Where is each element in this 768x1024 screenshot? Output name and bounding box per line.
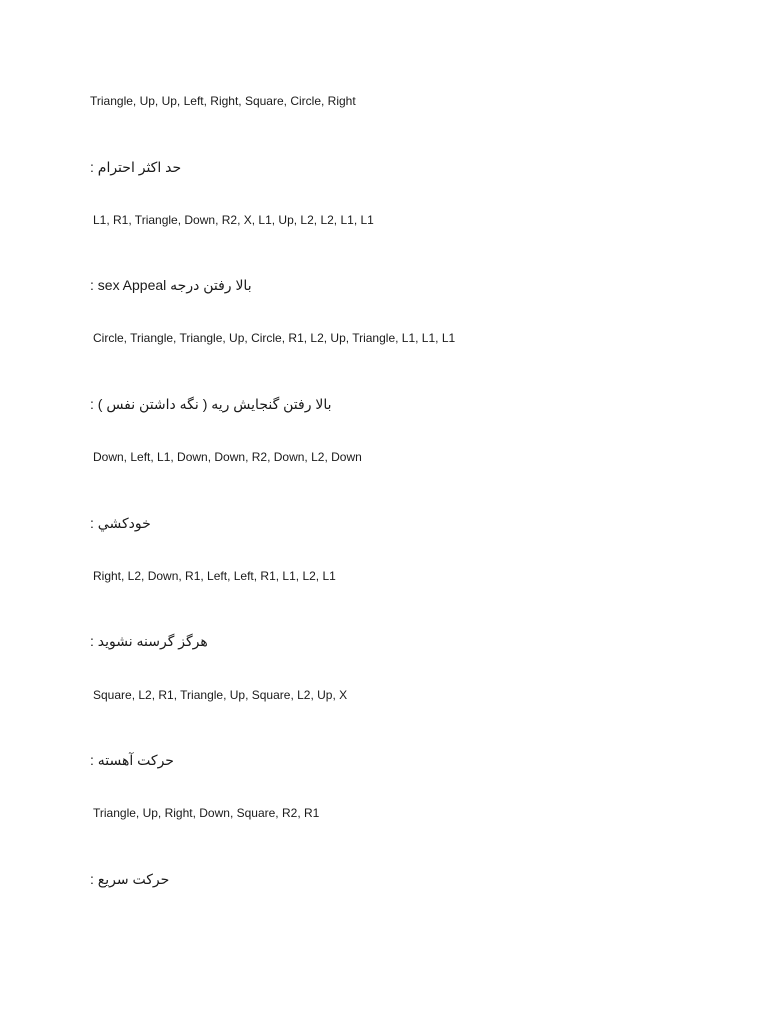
cheat-heading <box>90 516 151 530</box>
cheat-heading-text: بالا رفتن درجه sex Appeal : <box>90 277 252 293</box>
cheat-code-line: Right, L2, Down, R1, Left, Left, R1, L1, L2, L1 <box>93 569 336 583</box>
cheat-heading-text: بالا رفتن گنجايش ريه ( نگه داشتن نفس ) : <box>90 396 332 412</box>
cheat-heading <box>90 278 252 292</box>
cheat-heading <box>90 872 169 886</box>
cheat-heading-text: حرکت آهسته : <box>90 752 174 768</box>
cheat-heading <box>90 634 208 648</box>
cheat-heading-text: حرکت سريع : <box>90 871 170 887</box>
cheat-code-line: Triangle, Up, Up, Left, Right, Square, Circle, Right <box>90 94 356 108</box>
cheat-heading-text: خودکشي : <box>90 515 151 531</box>
cheat-code-line: Circle, Triangle, Triangle, Up, Circle, R1, L2, Up, Triangle, L1, L1, L1 <box>93 331 456 345</box>
cheat-heading <box>90 160 181 174</box>
cheat-code-line: Square, L2, R1, Triangle, Up, Square, L2, Up, X <box>93 688 348 702</box>
cheat-heading <box>90 753 174 767</box>
cheat-heading-text: حد اکثر احترام : <box>90 159 182 175</box>
cheat-heading-text: هرگز گرسنه نشويد : <box>90 633 208 649</box>
cheat-code-line: Triangle, Up, Right, Down, Square, R2, R1 <box>93 806 320 820</box>
cheat-code-line: Down, Left, L1, Down, Down, R2, Down, L2, Down <box>93 450 362 464</box>
cheat-heading <box>90 397 332 411</box>
cheat-code-line: L1, R1, Triangle, Down, R2, X, L1, Up, L2, L2, L1, L1 <box>93 213 374 227</box>
